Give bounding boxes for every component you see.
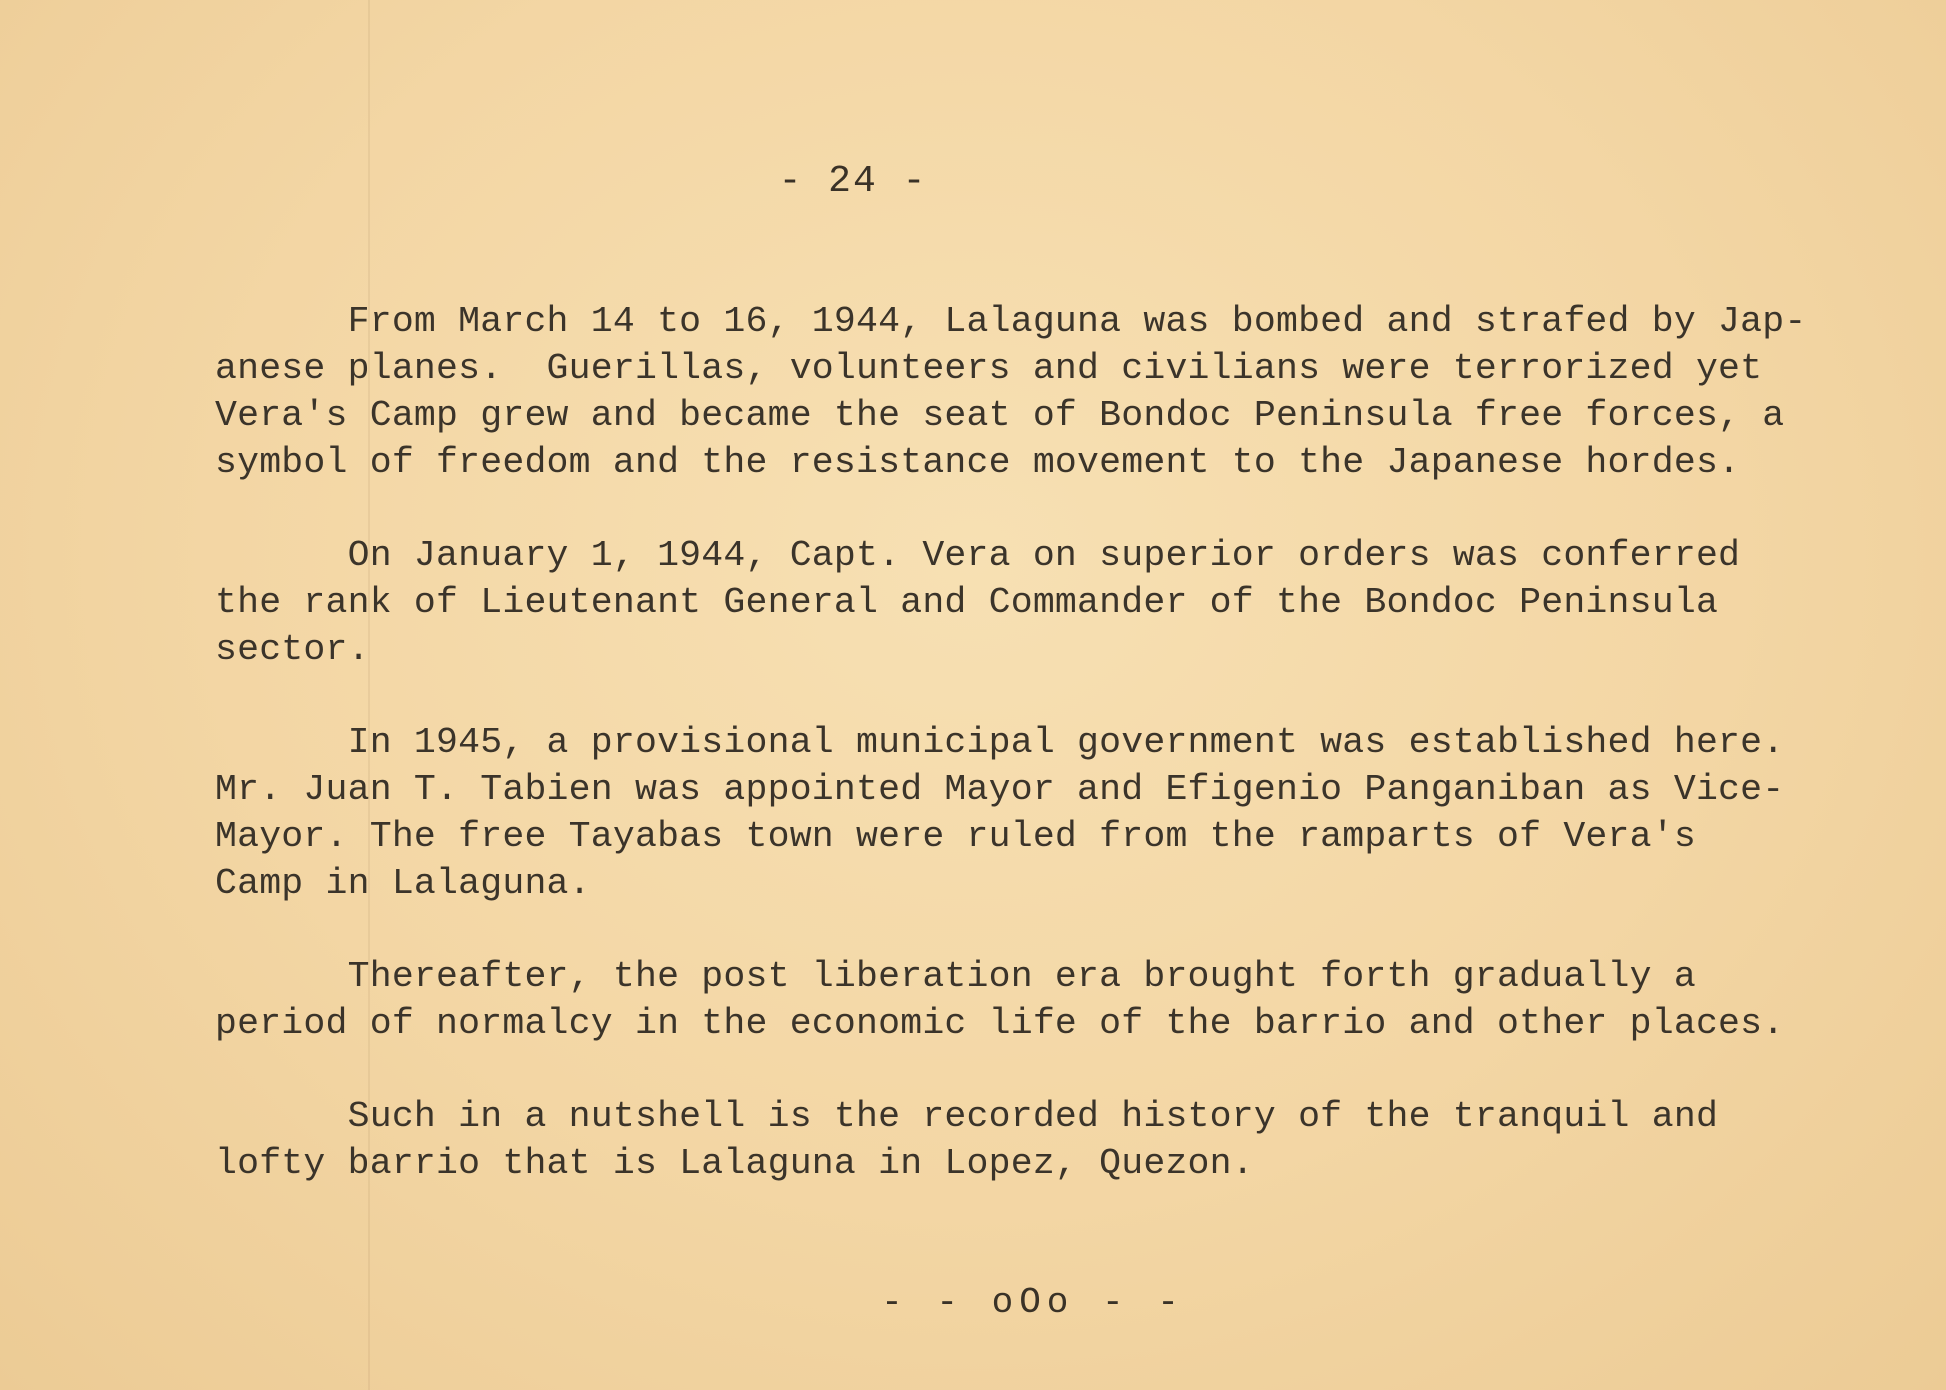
text-line: anese planes. Guerillas, volunteers and civilians were terrorized yet <box>215 348 1763 389</box>
paragraph-2 <box>215 532 1855 673</box>
paragraph-1 <box>215 298 1855 486</box>
text-line: Vera's Camp grew and became the seat of Bondoc Peninsula free forces, a <box>215 395 1785 436</box>
end-mark: - - oOo - - <box>881 1282 1185 1323</box>
text-line: From March 14 to 16, 1944, Lalaguna was bombed and strafed by Jap- <box>215 301 1807 342</box>
text-line: sector. <box>215 629 370 670</box>
text-line: lofty barrio that is Lalaguna in Lopez, Quezon. <box>215 1143 1254 1184</box>
text-line: the rank of Lieutenant General and Commander of the Bondoc Peninsula <box>215 582 1719 623</box>
text-line: period of normalcy in the economic life of the barrio and other places. <box>215 1003 1785 1044</box>
text-line: Mayor. The free Tayabas town were ruled from the ramparts of Vera's <box>215 816 1696 857</box>
document-body <box>215 298 1855 1233</box>
text-line: Camp in Lalaguna. <box>215 863 591 904</box>
paragraph-3 <box>215 719 1855 907</box>
text-line: Such in a nutshell is the recorded history of the tranquil and <box>215 1096 1719 1137</box>
paragraph-4 <box>215 953 1855 1047</box>
page-number: - 24 - <box>778 160 928 203</box>
text-line: On January 1, 1944, Capt. Vera on superior orders was conferred <box>215 535 1741 576</box>
text-line: Mr. Juan T. Tabien was appointed Mayor and Efigenio Panganiban as Vice- <box>215 769 1785 810</box>
text-line: Thereafter, the post liberation era brought forth gradually a <box>215 956 1696 997</box>
text-line: symbol of freedom and the resistance movement to the Japanese hordes. <box>215 442 1741 483</box>
text-line: In 1945, a provisional municipal government was established here. <box>215 722 1785 763</box>
paragraph-5 <box>215 1093 1855 1187</box>
